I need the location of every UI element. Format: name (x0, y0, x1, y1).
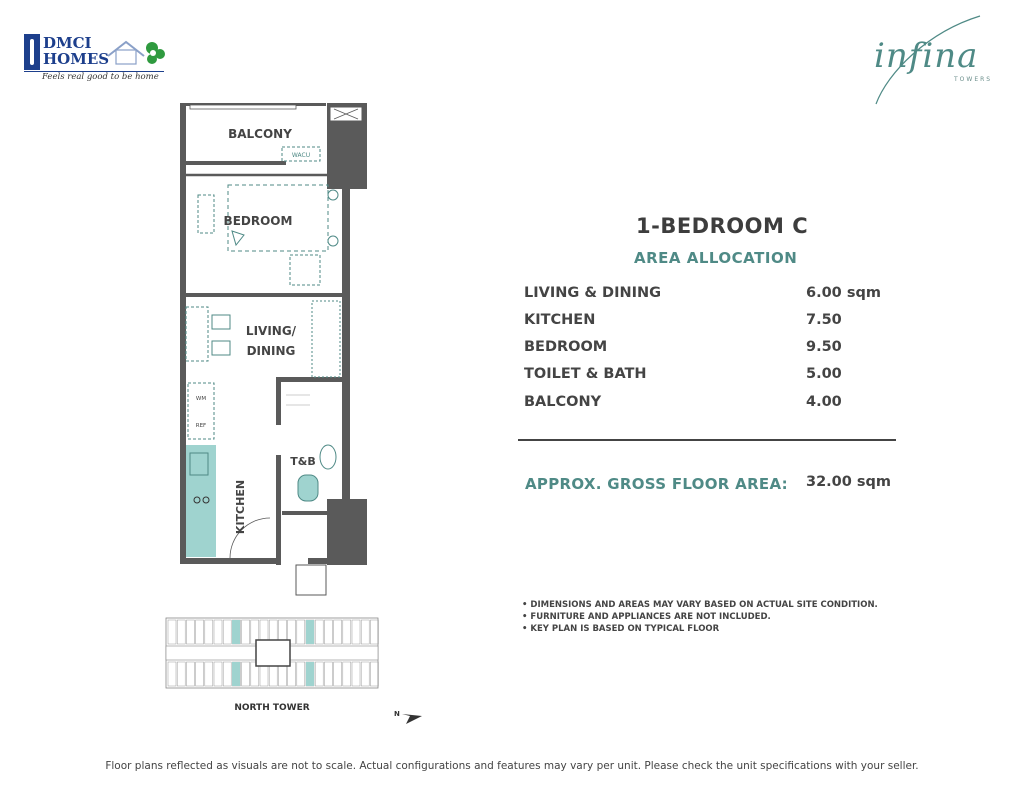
key-plan-unit (361, 662, 369, 686)
key-plan-unit (205, 662, 213, 686)
balcony-railing (190, 105, 296, 109)
toilet-icon (298, 475, 318, 501)
developer-name-line2: HOMES (43, 50, 110, 68)
north-label: N (394, 710, 400, 718)
key-plan-unit (370, 620, 378, 644)
key-plan-unit (334, 662, 342, 686)
house-flower-icon (104, 36, 166, 70)
side-desk (198, 195, 214, 233)
closet (312, 301, 340, 377)
highlight-unit (306, 620, 314, 644)
area-label: BEDROOM (524, 339, 608, 355)
label-wm: WM (195, 396, 207, 402)
key-plan-unit (324, 662, 332, 686)
key-plan-unit (343, 662, 351, 686)
area-row (524, 339, 894, 363)
unit-title: 1-BEDROOM C (636, 214, 809, 238)
label-tb: T&B (290, 455, 316, 468)
area-row (524, 285, 894, 309)
area-label: TOILET & BATH (524, 366, 647, 382)
note-item: • FURNITURE AND APPLIANCES ARE NOT INCLUDED. (522, 612, 771, 622)
note-item: • KEY PLAN IS BASED ON TYPICAL FLOOR (522, 624, 720, 634)
dmci-emblem-icon (24, 34, 40, 70)
footer-disclaimer: Floor plans reflected as visuals are not to scale. Actual configurations and features may vary per unit. Please check the unit specifications with your seller. (105, 760, 919, 772)
key-plan-unit (343, 620, 351, 644)
highlight-unit (232, 662, 240, 686)
developer-name (43, 35, 109, 67)
highlight-unit (306, 662, 314, 686)
key-plan-unit (315, 620, 323, 644)
area-value: 4.00 (806, 394, 842, 410)
developer-tagline: Feels real good to be home (42, 72, 159, 82)
area-value: 5.00 (806, 366, 842, 382)
key-plan (164, 614, 380, 692)
highlight-unit (232, 620, 240, 644)
key-plan-unit (223, 620, 231, 644)
gross-area-label: APPROX. GROSS FLOOR AREA: (525, 475, 788, 493)
key-plan-unit (214, 620, 222, 644)
label-wacu: WACU (291, 152, 311, 159)
label-living: LIVING/ (245, 324, 297, 338)
key-plan-unit (352, 620, 360, 644)
key-plan-unit (361, 620, 369, 644)
key-plan-unit (297, 620, 305, 644)
key-plan-unit (324, 620, 332, 644)
key-plan-unit (242, 662, 250, 686)
key-plan-unit (177, 662, 185, 686)
label-kitchen: KITCHEN (234, 479, 247, 535)
key-plan-unit (196, 662, 204, 686)
tower-label: NORTH TOWER (234, 703, 310, 713)
key-plan-unit (168, 662, 176, 686)
label-bedroom: BEDROOM (223, 214, 293, 228)
area-row (524, 312, 894, 336)
key-plan-unit (214, 662, 222, 686)
lavatory-icon (320, 445, 336, 469)
area-label: KITCHEN (524, 312, 596, 328)
project-logo (868, 12, 1000, 108)
label-balcony: BALCONY (228, 127, 292, 141)
project-name: infina (874, 36, 979, 76)
area-value: 6.00 sqm (806, 285, 881, 301)
key-plan-unit (168, 620, 176, 644)
key-plan-unit (315, 662, 323, 686)
area-row (524, 366, 894, 390)
appliance-space (188, 383, 214, 439)
project-subtitle: TOWERS (954, 76, 993, 83)
key-plan-unit (297, 662, 305, 686)
area-heading: AREA ALLOCATION (634, 249, 798, 267)
key-plan-unit (242, 620, 250, 644)
floor-plan (170, 95, 380, 605)
divider (518, 439, 896, 441)
key-plan-unit (352, 662, 360, 686)
developer-logo (24, 32, 166, 84)
dining-table (186, 307, 208, 361)
key-plan-unit (334, 620, 342, 644)
key-plan-unit (177, 620, 185, 644)
key-plan-unit (370, 662, 378, 686)
north-arrow-icon (392, 704, 424, 726)
area-label: LIVING & DINING (524, 285, 662, 301)
key-plan-unit (186, 620, 194, 644)
key-plan-unit (196, 620, 204, 644)
area-value: 7.50 (806, 312, 842, 328)
key-plan-unit (223, 662, 231, 686)
label-dining: DINING (246, 344, 296, 358)
key-plan-unit (186, 662, 194, 686)
area-value: 9.50 (806, 339, 842, 355)
area-label: BALCONY (524, 394, 602, 410)
key-plan-unit (205, 620, 213, 644)
area-row (524, 394, 894, 418)
note-item: • DIMENSIONS AND AREAS MAY VARY BASED ON ACTUAL SITE CONDITION. (522, 600, 878, 610)
gross-area-value: 32.00 sqm (806, 474, 892, 490)
label-ref: REF (195, 423, 207, 429)
core (256, 640, 290, 666)
developer-name-line1: DMCI (43, 34, 92, 52)
